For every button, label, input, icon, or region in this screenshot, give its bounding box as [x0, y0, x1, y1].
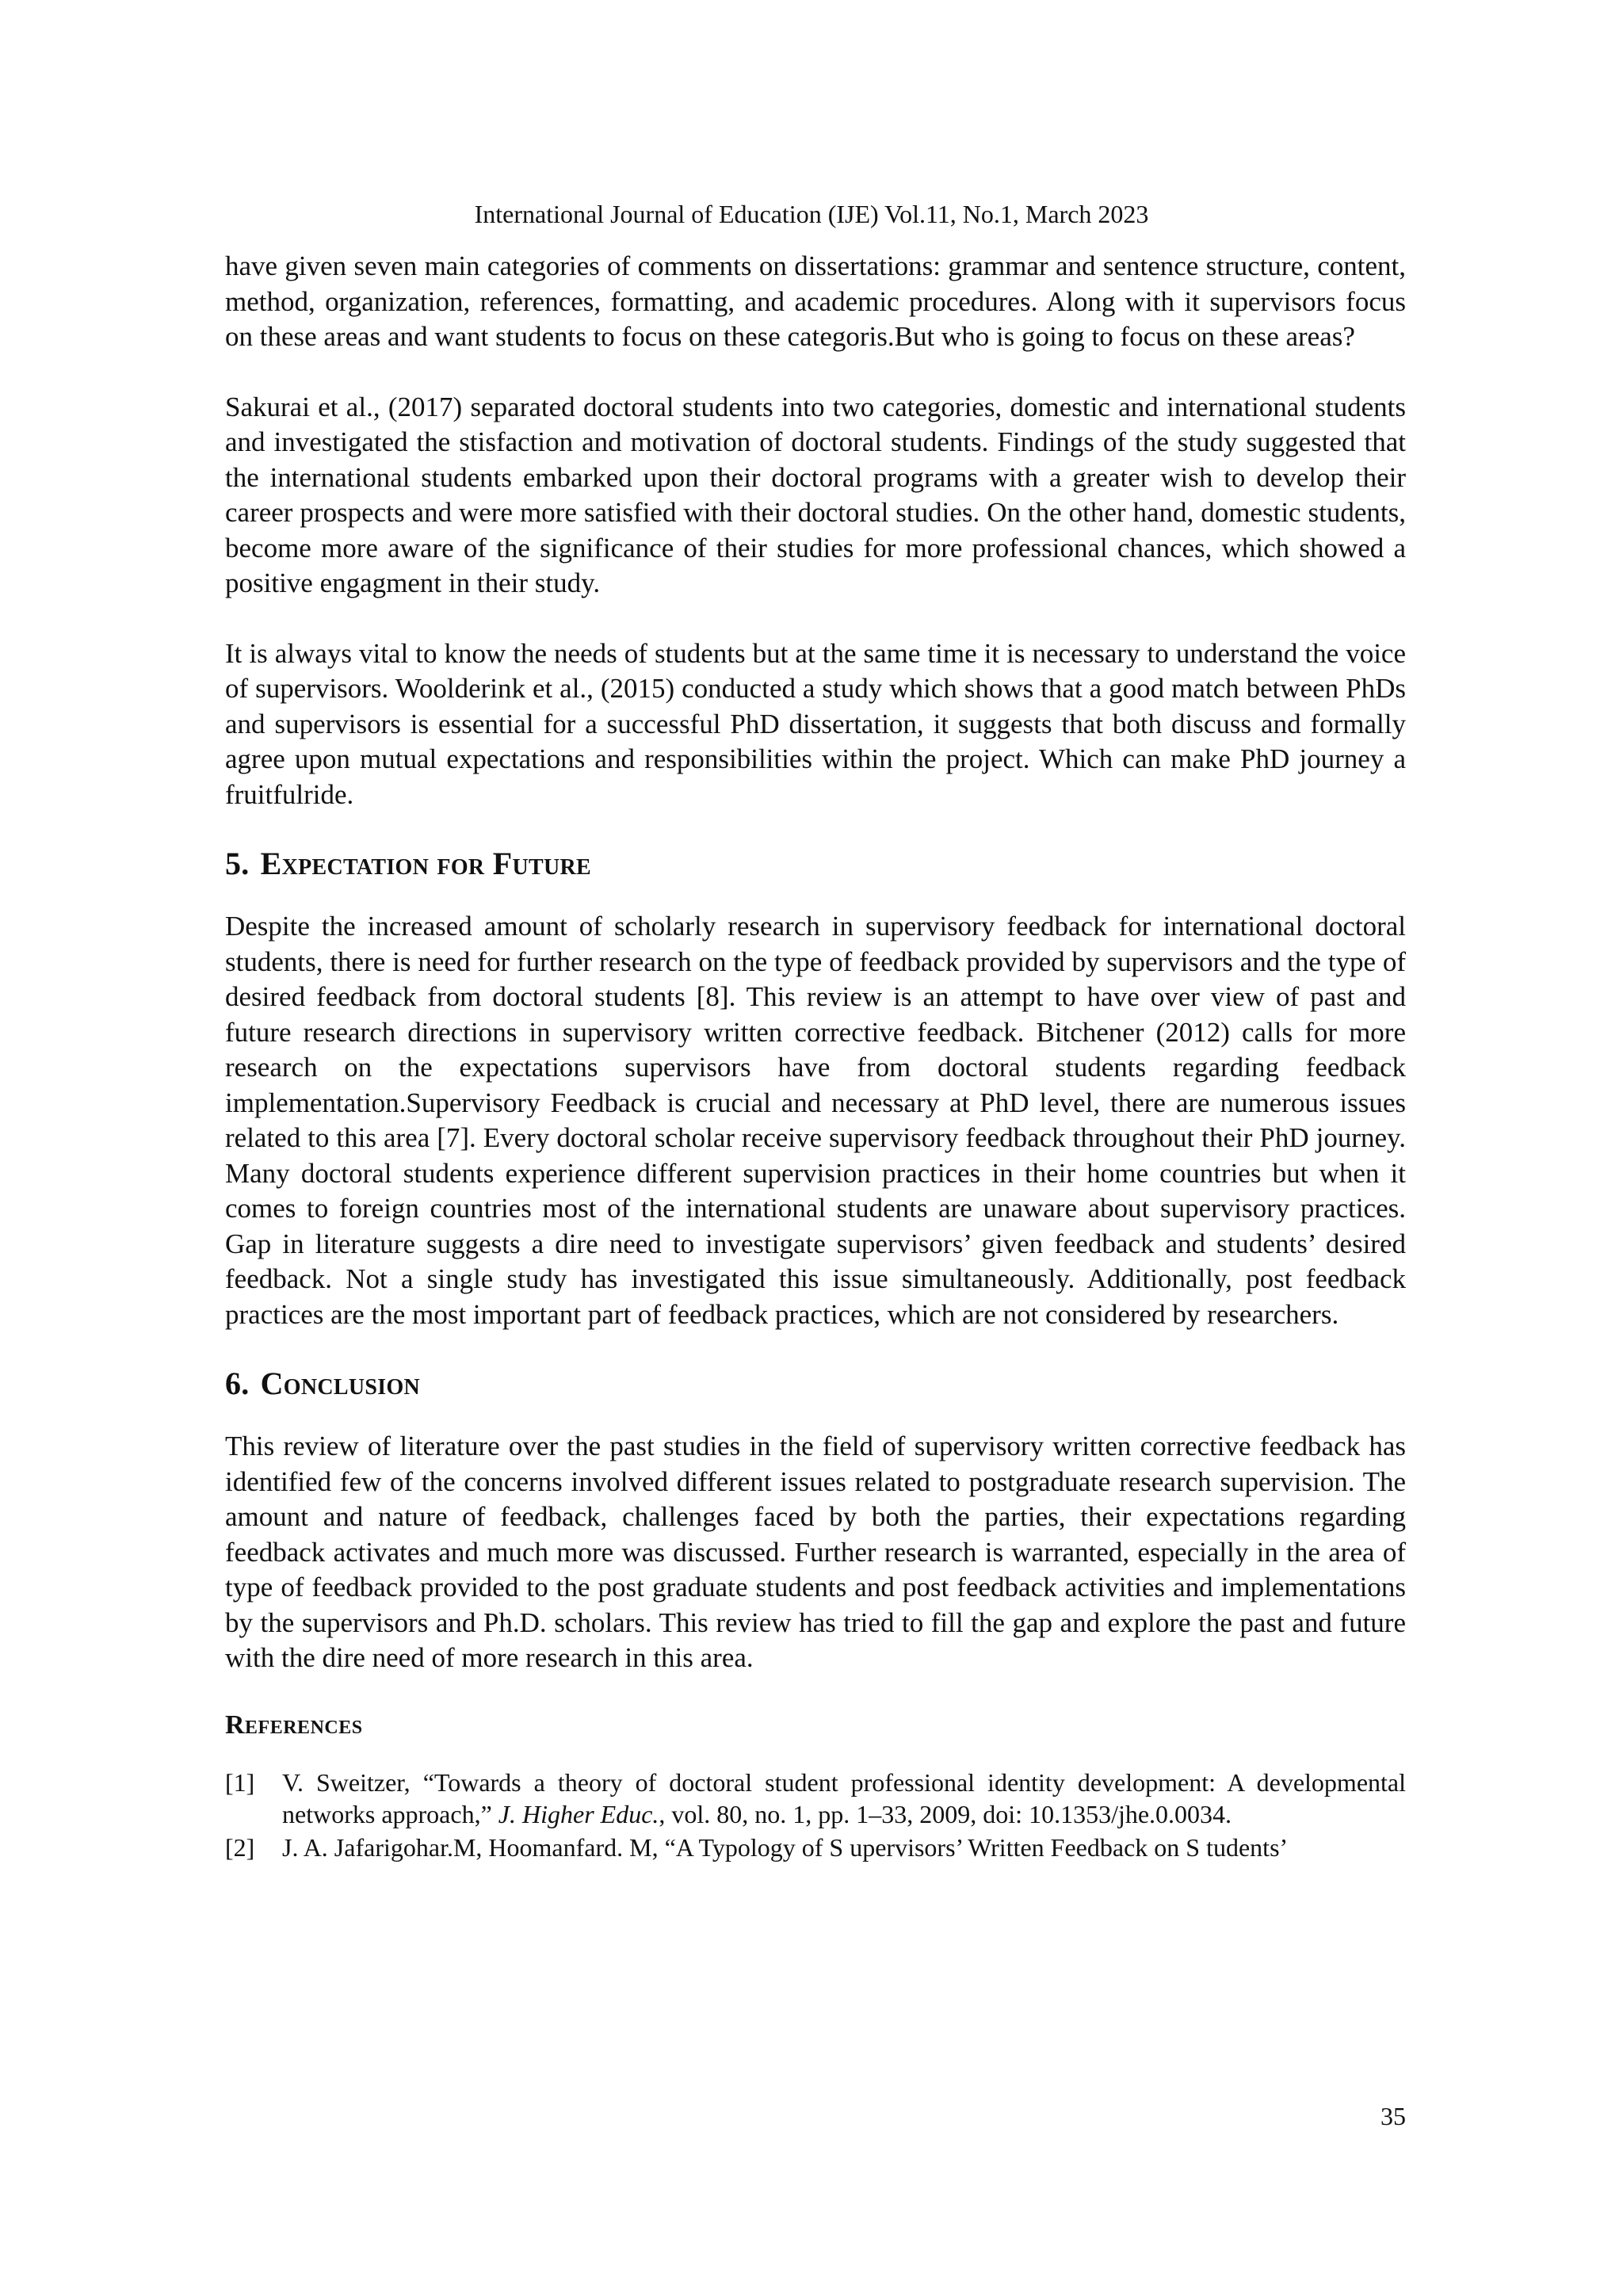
section-6-paragraph: This review of literature over the past studies in the field of supervisory written corrective feedback has identified few of the concerns involved different issues related to postgraduate research supervision. The amount and nature of feedback, challenges faced by both the parties, their expectations regarding feedback activates and much more was discussed. Further research is warranted, especially in the area of type of feedback provided to the post graduate students and post feedback activities and implementations by the supervisors and Ph.D. scholars. This review has tried to fill the gap and explore the past and future with the dire need of more research in this area.: [225, 1431, 1406, 1673]
body-paragraph-2: Sakurai et al., (2017) separated doctoral students into two categories, domestic and international students and investigated the stisfaction and motivation of doctoral students. Findings of the study suggested that the international students embarked upon their doctoral programs with a greater wish to develop their career prospects and were more satisfied with their doctoral studies. On the other hand, domestic students, become more aware of the significance of their studies for more professional chances, which showed a positive engagment in their study.: [225, 391, 1406, 598]
page-body: [225, 249, 1406, 1865]
body-paragraph-1: have given seven main categories of comments on dissertations: grammar and sentence structure, content, method, organization, references, formatting, and academic procedures. Along with it supervisors focus on these areas and want students to focus on these categoris.But who is going to focus on these areas?: [225, 250, 1406, 352]
section-6-number: 6.: [225, 1366, 250, 1401]
reference-text-part: J. A. Jafarigohar.M, Hoomanfard. M, “A Typology of S upervisors’ Written Feedback on S tudents’: [282, 1832, 1289, 1862]
running-header: International Journal of Education (IJE) Vol.11, No.1, March 2023: [474, 200, 1149, 228]
reference-list: [225, 1767, 1406, 1863]
section-5-heading: [225, 844, 1406, 884]
section-5-title: Expectation for Future: [260, 846, 591, 881]
reference-text: [282, 1767, 1406, 1830]
section-5-paragraph: Despite the increased amount of scholarly research in supervisory feedback for international doctoral students, there is need for further research on the type of feedback provided by supervisors and the type of desired feedback from doctoral students [8]. This review is an attempt to have over view of past and future research directions in supervisory written corrective feedback. Bitchener (2012) calls for more research on the expectations supervisors have from doctoral students regarding feedback implementation.Supervisory Feedback is crucial and necessary at PhD level, there are numerous issues related to this area [7]. Every doctoral scholar receive supervisory feedback throughout their PhD journey. Many doctoral students experience different supervision practices in their home countries but when it comes to foreign countries most of the international students are unaware about supervisory practices. Gap in literature suggests a dire need to investigate supervisors’ given feedback and students’ desired feedback. Not a single study has investigated this issue simultaneously. Additionally, post feedback practices are the most important part of feedback practices, which are not considered by researchers.: [225, 911, 1406, 1330]
section-6-title: Conclusion: [260, 1366, 421, 1401]
reference-text-part: V. Sweitzer, “Towards a theory of doctoral student professional identity development: A developmental networks approach,”: [282, 1767, 1406, 1828]
section-6-heading: [225, 1364, 1406, 1404]
body-paragraph-3: It is always vital to know the needs of students but at the same time it is necessary to understand the voice of supervisors. Woolderink et al., (2015) conducted a study which shows that a good match between PhDs and supervisors is essential for a successful PhD dissertation, it suggests that both discuss and formally agree upon mutual expectations and responsibilities within the project. Which can make PhD journey a fruitfulride.: [225, 637, 1406, 810]
reference-text-part: , vol. 80, no. 1, pp. 1–33, 2009, doi: 10.1353/jhe.0.0034.: [659, 1799, 1232, 1828]
reference-item-1: [225, 1767, 1406, 1830]
reference-tag: [1]: [225, 1767, 255, 1797]
reference-text: [282, 1832, 1406, 1863]
reference-item-2: [225, 1832, 1406, 1863]
references-heading: References: [225, 1710, 363, 1740]
page-number: 35: [1381, 2102, 1406, 2130]
section-5-number: 5.: [225, 846, 250, 881]
reference-tag: [2]: [225, 1832, 255, 1862]
reference-journal: J. Higher Educ.: [498, 1799, 659, 1828]
